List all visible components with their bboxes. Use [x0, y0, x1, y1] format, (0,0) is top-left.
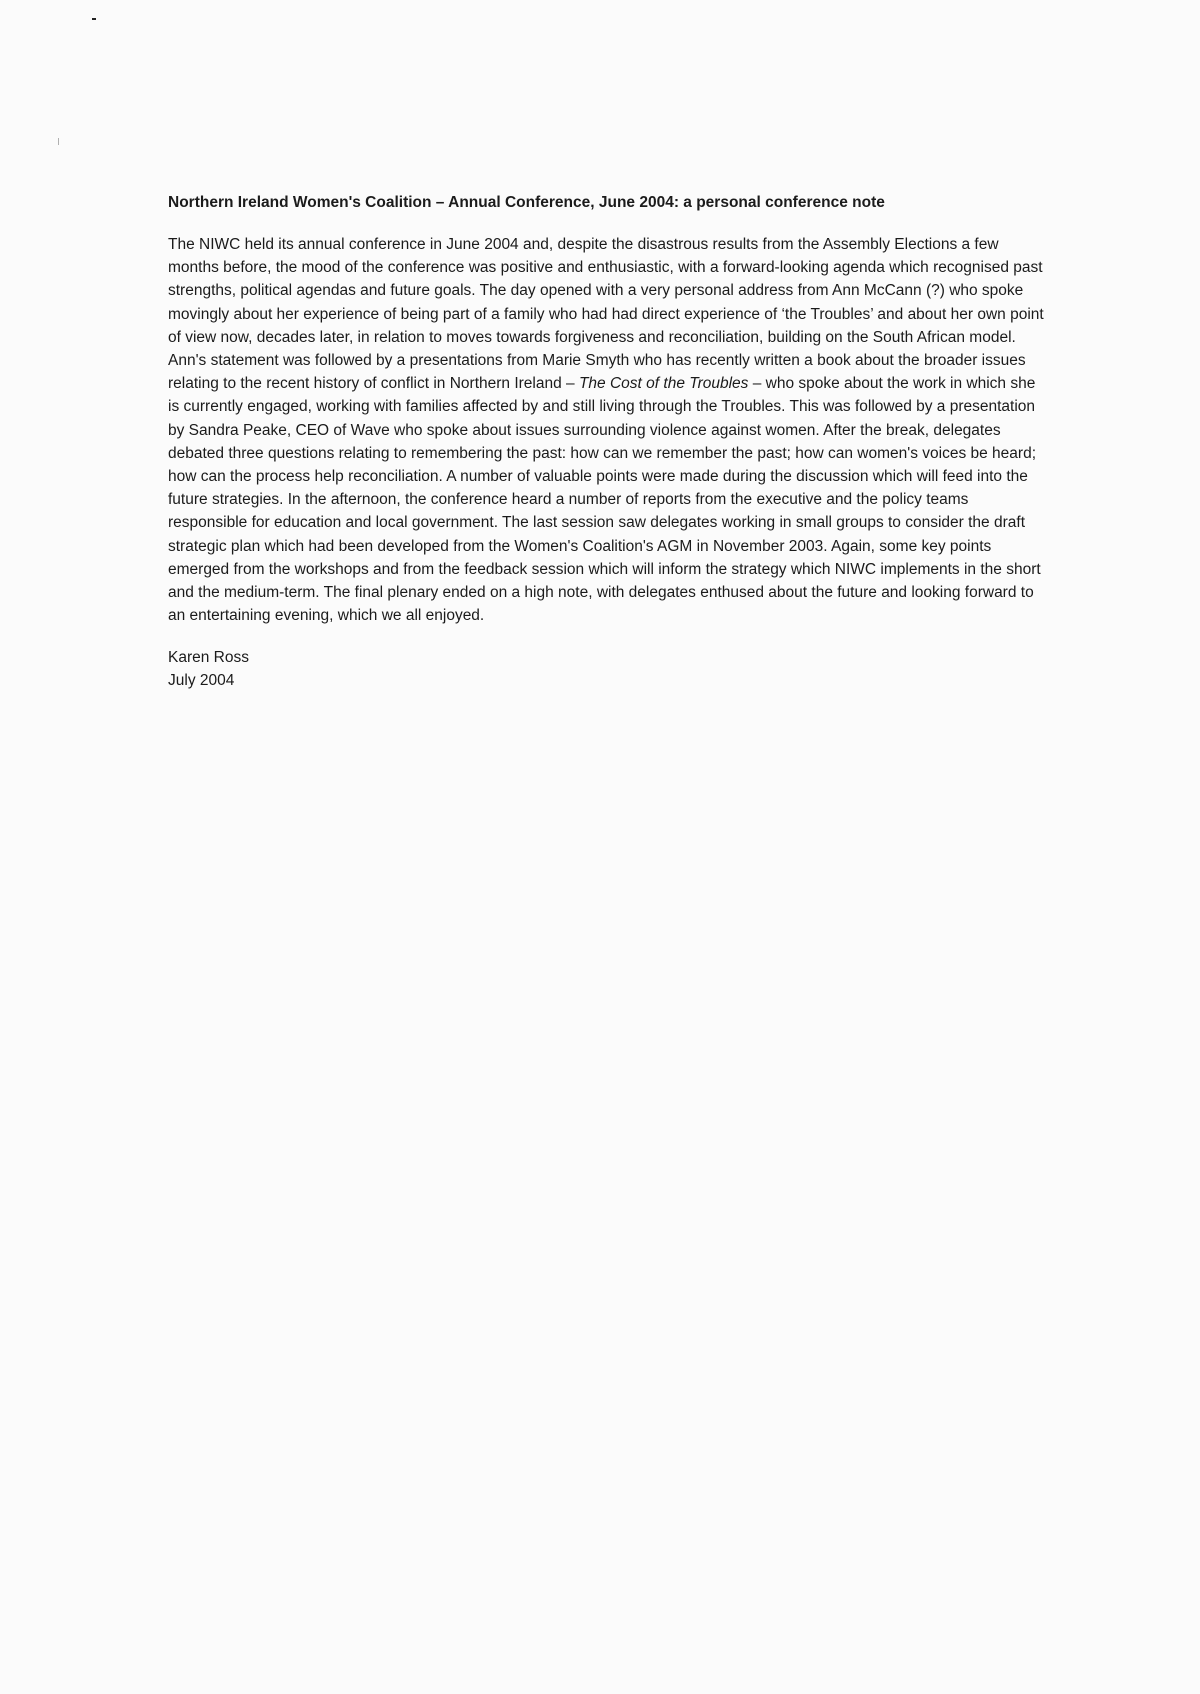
body-text-part-2: – who spoke about the work in which she is currently engaged, working with families affected by and still living through the Troubles. This was followed by a presentation by Sandra Peake, CEO of Wave who spoke about issues surrounding violence against women. After the break, delegates debated three questions relating to remembering the past: how can we remember the past; how can women's voices be heard; how can the process help reconciliation. A number of valuable points were made during the discussion which will feed into the future strategies. In the afternoon, the conference heard a number of reports from the executive and the policy teams responsible for education and local government. The last session saw delegates working in small groups to consider the draft strategic plan which had been developed from the Women's Coalition's AGM in November 2003. Again, some key points emerged from the workshops and from the feedback session which will inform the strategy which NIWC implements in the short and the medium-term. The final plenary ended on a high note, with delegates enthused about the future and looking forward to an entertaining evening, which we all enjoyed. — [168, 375, 1041, 625]
body-text-part-1: The NIWC held its annual conference in June 2004 and, despite the disastrous results from the Assembly Elections a few months before, the mood of the conference was positive and enthusiastic, with a forward-looking agenda which recognised past strengths, political agendas and future goals. The day opened with a very personal address from Ann McCann (?) who spoke movingly about her experience of being part of a family who had had direct experience of ‘the Troubles’ and about her own point of view now, decades later, in relation to moves towards forgiveness and reconciliation, building on the South African model. Ann's statement was followed by a presentations from Marie Smyth who has recently written a book about the broader issues relating to the recent history of conflict in Northern Ireland – — [168, 236, 1044, 393]
book-title: The Cost of the Troubles — [578, 375, 749, 393]
document-title: Northern Ireland Women's Coalition – Annual Conference, June 2004: a personal conference note — [168, 194, 885, 211]
document-content — [168, 192, 1048, 692]
document-date: July 2004 — [168, 672, 235, 690]
author-name: Karen Ross — [168, 649, 249, 667]
body-paragraph — [168, 233, 1048, 627]
scan-speck — [92, 18, 96, 20]
scan-mark — [58, 138, 59, 145]
signature-block — [168, 646, 1048, 692]
